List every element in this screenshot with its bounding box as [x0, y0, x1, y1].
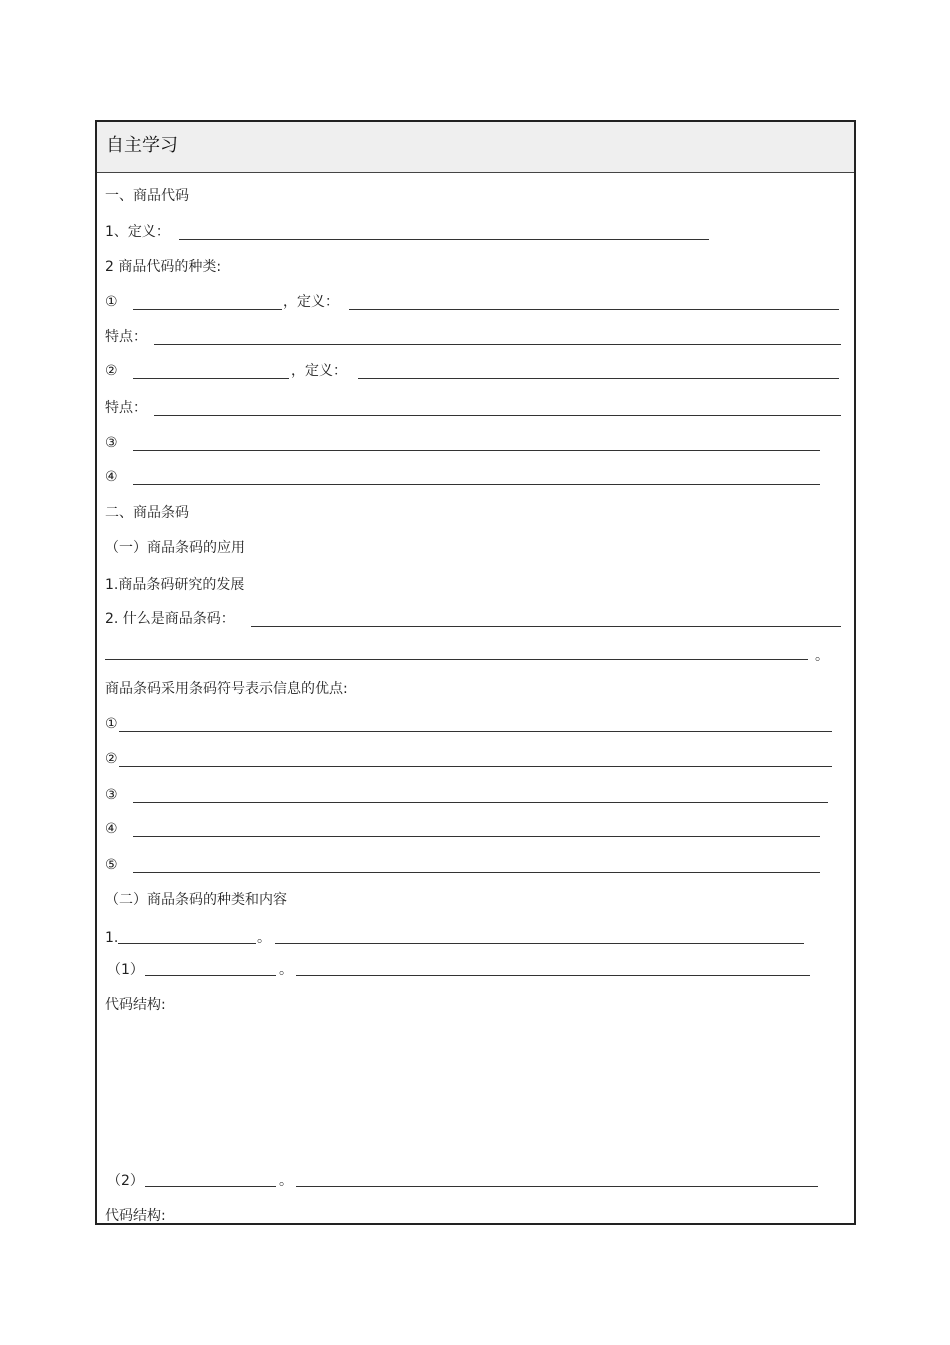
answer-blank[interactable]	[133, 378, 289, 379]
answer-blank[interactable]	[275, 943, 804, 944]
period-mark: 。	[257, 930, 271, 946]
circled-number: ①	[105, 716, 118, 732]
period-mark: 。	[279, 1173, 293, 1189]
item-number: （1）	[107, 962, 144, 978]
answer-blank[interactable]	[133, 802, 828, 803]
answer-blank[interactable]	[145, 975, 276, 976]
question-label: 商品条码采用条码符号表示信息的优点:	[105, 681, 348, 697]
question-label: 2 商品代码的种类:	[105, 259, 222, 275]
answer-blank[interactable]	[133, 836, 820, 837]
circled-number: ③	[105, 787, 118, 803]
answer-blank[interactable]	[358, 378, 839, 379]
answer-blank[interactable]	[105, 659, 808, 660]
answer-blank[interactable]	[118, 943, 256, 944]
circled-number: ③	[105, 435, 118, 451]
answer-blank[interactable]	[119, 731, 832, 732]
subsection-text: （二）商品条码的种类和内容	[105, 892, 287, 908]
answer-blank[interactable]	[154, 344, 841, 345]
circled-number: ④	[105, 821, 118, 837]
section-heading-text: 二、商品条码	[105, 505, 189, 521]
code-structure-text: 代码结构:	[105, 997, 166, 1013]
definition-label: ，定义：	[291, 363, 347, 379]
circled-number: ④	[105, 469, 118, 485]
subsection-text: （一）商品条码的应用	[105, 540, 245, 556]
question-label: 1.商品条码研究的发展	[105, 577, 245, 593]
answer-blank[interactable]	[154, 415, 841, 416]
period-mark: 。	[279, 962, 293, 978]
answer-blank[interactable]	[296, 1186, 818, 1187]
answer-blank[interactable]	[133, 309, 282, 310]
answer-blank[interactable]	[119, 766, 832, 767]
circled-number: ②	[105, 363, 118, 379]
question-label: 2. 什么是商品条码：	[105, 611, 235, 627]
study-sheet	[95, 120, 856, 1225]
circled-number: ②	[105, 751, 118, 767]
answer-blank[interactable]	[145, 1186, 276, 1187]
definition-label: ，定义：	[283, 294, 339, 310]
item-number: 1.	[105, 930, 119, 946]
circled-number: ⑤	[105, 857, 118, 873]
feature-label: 特点：	[105, 329, 147, 345]
sheet-title: 自主学习	[106, 135, 178, 156]
sheet-header	[97, 122, 854, 173]
circled-number: ①	[105, 294, 118, 310]
answer-blank[interactable]	[133, 450, 820, 451]
period-mark: 。	[815, 648, 829, 664]
answer-blank[interactable]	[296, 975, 810, 976]
answer-blank[interactable]	[179, 239, 709, 240]
feature-label: 特点：	[105, 400, 147, 416]
answer-blank[interactable]	[349, 309, 839, 310]
section-heading-text: 一、商品代码	[105, 188, 189, 204]
answer-blank[interactable]	[133, 872, 820, 873]
question-label: 1、定义：	[105, 224, 170, 240]
code-structure-text: 代码结构:	[105, 1208, 166, 1224]
item-number: （2）	[107, 1173, 144, 1189]
answer-blank[interactable]	[251, 626, 841, 627]
answer-blank[interactable]	[133, 484, 820, 485]
